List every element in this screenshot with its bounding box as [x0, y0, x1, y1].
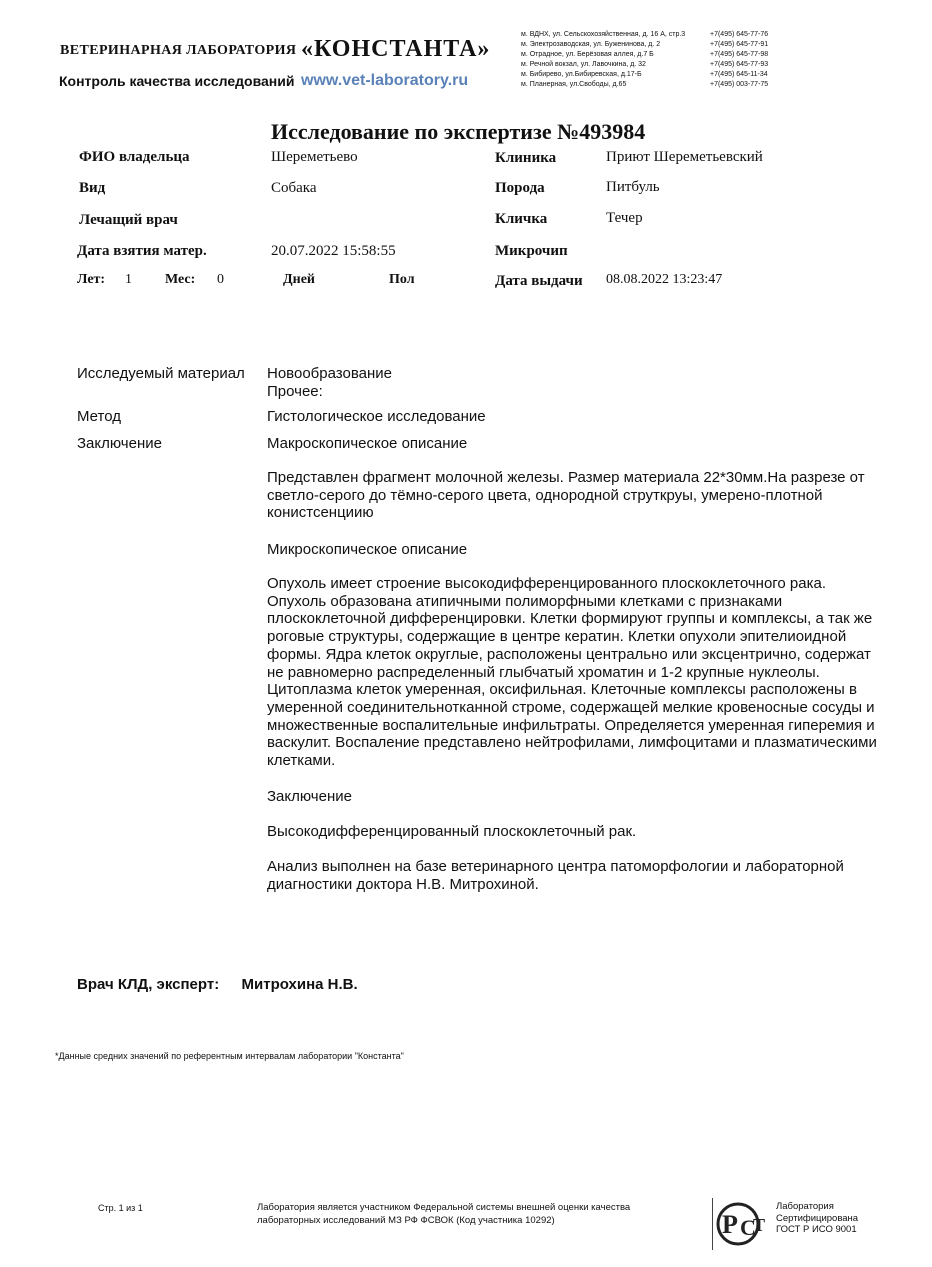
conclusion-label: Заключение	[77, 435, 162, 452]
days-label: Дней	[283, 272, 315, 287]
address-item: м. Планерная, ул.Свободы, д.65	[521, 81, 627, 88]
phone-list	[710, 30, 768, 90]
fsvok-line: лабораторных исследований МЗ РФ ФСВОК (Код участника 10292)	[257, 1215, 555, 1226]
signature-line	[77, 976, 358, 993]
svg-text:Т: Т	[753, 1215, 766, 1235]
pet-name-label: Кличка	[495, 211, 548, 227]
material-other: Прочее:	[267, 383, 323, 400]
clinic-label: Клиника	[495, 150, 557, 166]
conclusion-heading: Заключение	[267, 788, 352, 805]
method-label: Метод	[77, 408, 121, 425]
fsvok-statement	[257, 1201, 707, 1227]
phone-item: +7(495) 645-77-76	[710, 31, 769, 38]
lab-name: ВЕТЕРИНАРНАЯ ЛАБОРАТОРИЯ	[60, 43, 297, 58]
material-value: Новообразование	[267, 365, 392, 382]
svg-text:С: С	[740, 1215, 756, 1240]
phone-item: +7(495) 003-77-75	[710, 81, 769, 88]
footer-divider	[712, 1198, 713, 1250]
website-link[interactable]: www.vet-laboratory.ru	[301, 72, 469, 89]
footnote: *Данные средних значений по референтным интервалам лаборатории "Константа"	[55, 1051, 404, 1061]
lab-tagline: Контроль качества исследований	[59, 73, 295, 89]
sample-date-label: Дата взятия матер.	[77, 243, 207, 259]
issue-date-label: Дата выдачи	[495, 273, 583, 289]
chip-label: Микрочип	[495, 243, 568, 259]
issue-date-value: 08.08.2022 13:23:47	[606, 272, 723, 287]
species-label: Вид	[79, 180, 106, 196]
cert-line: Лаборатория	[776, 1201, 834, 1212]
years-value: 1	[125, 272, 132, 287]
address-item: м. Речной вокзал, ул. Лавочкина, д. 32	[521, 61, 646, 68]
macro-heading: Макроскопическое описание	[267, 435, 468, 452]
address-item: м. Электрозаводская, ул. Буженинова, д. 2	[521, 41, 661, 48]
cert-line: Сертифицирована	[776, 1212, 859, 1224]
phone-item: +7(495) 645-77-93	[710, 61, 769, 68]
sample-date-value: 20.07.2022 15:58:55	[271, 243, 396, 259]
address-list	[521, 30, 685, 90]
phone-item: +7(495) 645-77-91	[710, 41, 769, 48]
clinic-value: Приют Шереметьевский	[606, 149, 763, 165]
fsvok-line: Лаборатория является участником Федеральной системы внешней оценки качества	[257, 1202, 631, 1213]
micro-description: Опухоль имеет строение высокодифференцированного плоскоклеточного рака. Опухоль образована атипичными полиморфными клетками с признаками плоскоклеточной дифференцировки. Клетки формируют группы и комплексы, а так же роговые структуры, содержащие в центре кератин. Клетки опухоли эпителиоидной формы. Ядра клеток округлые, расположены центрально или эксцентрично, содержат не равномерно распределенный глыбчатый хроматин и 1-2 крупные нуклеолы. Цитоплазма клеток умеренная, оксифильная. Клеточные комплексы расположены в умеренной соединительнотканной строме, содержащей мелкие кровеносные сосуды и множественные воспалительные инфильтраты. Определяется умеренная гиперемия и васкулит. Воспаление представлено нейтрофилами, лимфоцитами и плазматическими клетками.	[267, 575, 877, 770]
rst-certification-icon	[715, 1201, 773, 1247]
owner-label: ФИО владельца	[79, 149, 190, 165]
material-label: Исследуемый материал	[77, 365, 245, 382]
signature-label: Врач КЛД, эксперт:	[77, 976, 220, 993]
svg-text:Р: Р	[722, 1210, 738, 1239]
signature-name: Митрохина Н.В.	[241, 976, 358, 993]
sex-label: Пол	[389, 272, 415, 287]
address-item: м. Отрадное, ул. Берёзовая аллея, д.7 Б	[521, 51, 654, 58]
breed-value: Питбуль	[606, 179, 660, 195]
owner-value: Шереметьево	[271, 149, 358, 165]
phone-item: +7(495) 645-77-98	[710, 51, 769, 58]
doctor-label: Лечащий врач	[79, 212, 178, 228]
months-value: 0	[217, 272, 224, 287]
conclusion-text: Высокодифференцированный плоскоклеточный рак.	[267, 823, 637, 840]
certification-text	[776, 1201, 858, 1236]
cert-line: ГОСТ Р ИСО 9001	[776, 1224, 857, 1235]
pet-name-value: Течер	[606, 210, 643, 226]
document-title: Исследование по экспертизе №493984	[271, 119, 646, 144]
address-item: м. Бибирево, ул.Бибиревская, д.17-Б	[521, 71, 642, 78]
years-label: Лет:	[77, 272, 106, 287]
page-number: Стр. 1 из 1	[98, 1203, 143, 1213]
breed-label: Порода	[495, 180, 545, 196]
micro-heading: Микроскопическое описание	[267, 541, 468, 558]
macro-description: Представлен фрагмент молочной железы. Размер материала 22*30мм.На разрезе от светло-серого до тёмно-серого цвета, однородной струткруы, умерено-плотной конистсенциию	[267, 469, 865, 522]
brand-name: «КОНСТАНТА»	[301, 36, 491, 62]
method-value: Гистологическое исследование	[267, 408, 486, 425]
analysis-note: Анализ выполнен на базе ветеринарного центра патоморфологии и лабораторной диагностики доктора Н.В. Митрохиной.	[267, 858, 844, 893]
phone-item: +7(495) 645-11-34	[710, 71, 768, 78]
address-item: м. ВДНХ, ул. Сельскохозяйственная, д. 16 А, стр.3	[521, 31, 686, 38]
species-value: Собака	[271, 180, 317, 196]
months-label: Мес:	[165, 272, 196, 287]
